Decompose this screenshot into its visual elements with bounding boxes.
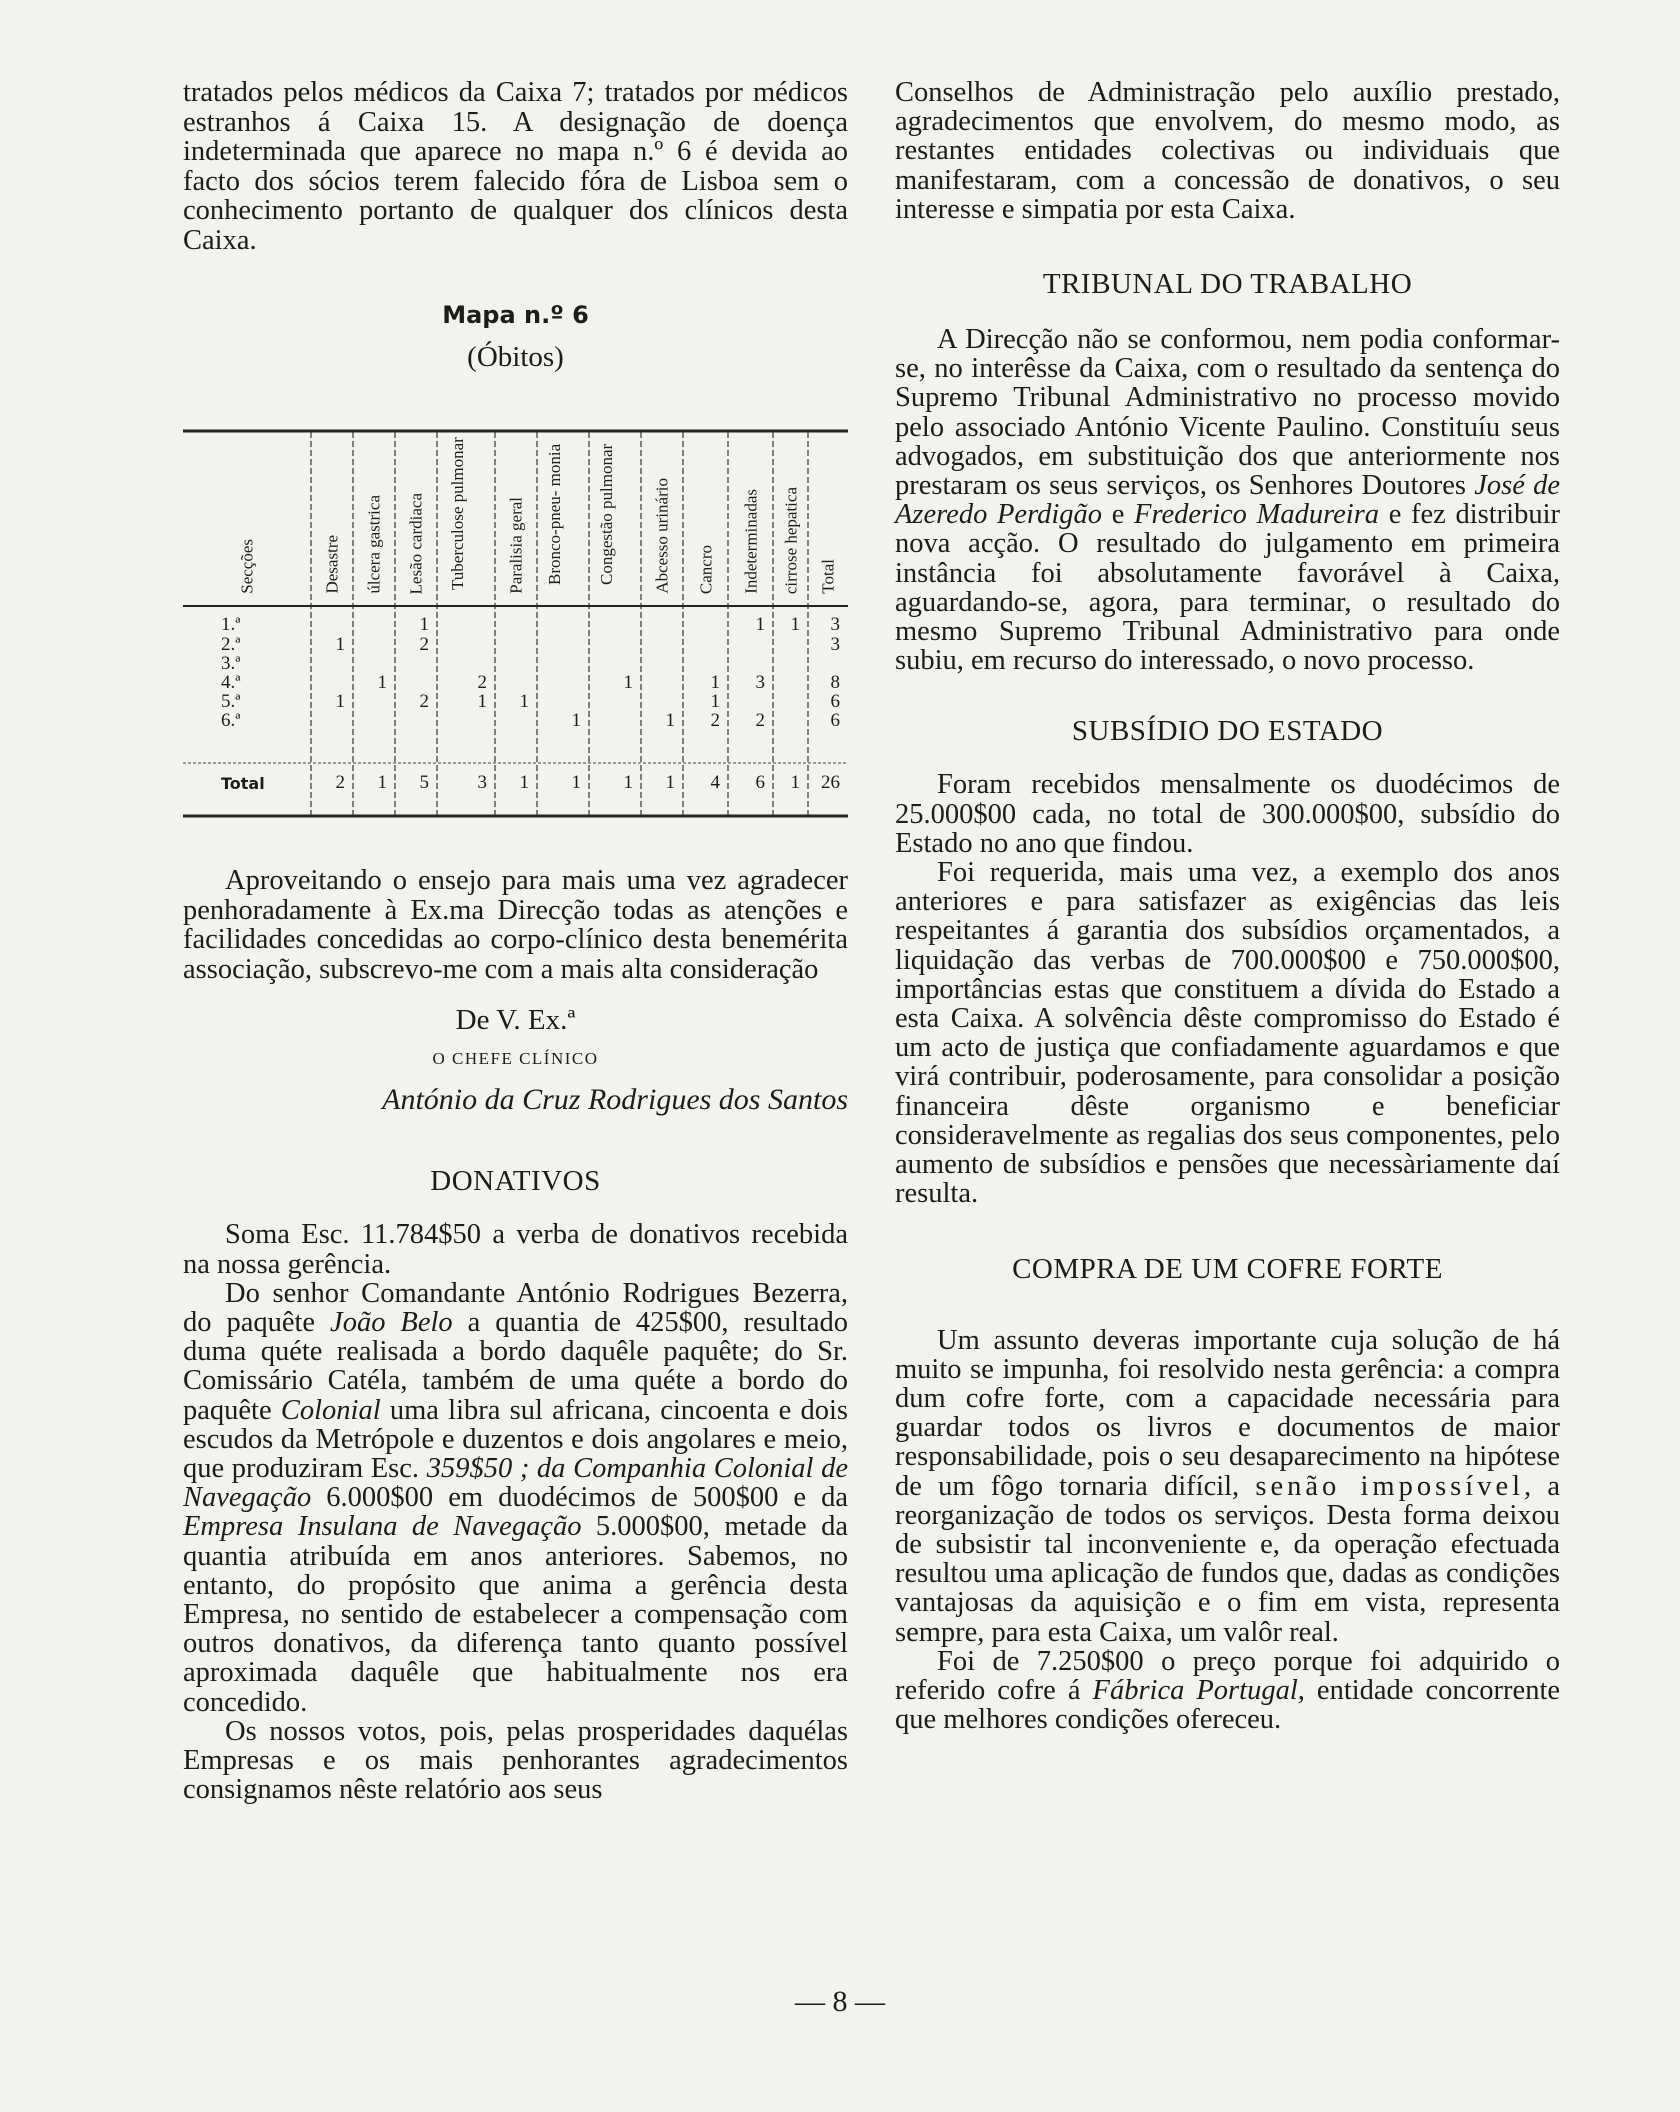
subsidio-paragraph-1: Foram recebidos mensalmente os duodécimos de 25.000$00 cada, no total de 300.000$00, subsídio do Estado no ano que findou. bbox=[895, 769, 1560, 859]
row-label: 6.ª bbox=[221, 710, 241, 731]
text-span: Do senhor Comandante António Rodrigues Bezerra, do paquête bbox=[183, 1277, 848, 1338]
column-header-text: Cancro bbox=[696, 544, 715, 594]
text-span: Foi de 7.250$00 o preço porque foi adquirido o referido cofre á bbox=[895, 1645, 1560, 1706]
lawyer-name: José de Azeredo Perdigão bbox=[895, 470, 1560, 531]
column-header bbox=[353, 432, 395, 600]
column-header-text: Indeterminadas bbox=[741, 489, 760, 594]
lawyer-name: Frederico Madureira bbox=[1134, 499, 1380, 531]
total-cell: 5 bbox=[419, 772, 429, 793]
column-header bbox=[808, 432, 848, 600]
signature-role: O CHEFE CLÍNICO bbox=[432, 1049, 599, 1069]
total-cell: 1 bbox=[665, 772, 675, 793]
donativos-paragraph-1: Soma Esc. 11.784$50 a verba de donativos recebida na nossa gerência. bbox=[183, 1219, 848, 1280]
row-label: 1.ª bbox=[221, 614, 241, 635]
table-cell: 2 bbox=[477, 672, 487, 693]
column-header-text: úlcera gastrica bbox=[364, 495, 384, 594]
text-span: e bbox=[1102, 499, 1135, 531]
total-cell: 3 bbox=[477, 772, 487, 793]
column-header-text: Congestão pulmonar bbox=[597, 443, 616, 585]
table-cell: 1 bbox=[755, 614, 765, 635]
table-cell: 6 bbox=[830, 691, 840, 712]
column-header bbox=[495, 432, 537, 600]
column-header-text: Paralisia geral bbox=[506, 497, 526, 594]
company-name: Empresa Insulana de Navegação bbox=[183, 1511, 582, 1543]
ship-name: João Belo bbox=[330, 1306, 453, 1338]
total-cell: 4 bbox=[710, 772, 720, 793]
cofre-paragraph-2 bbox=[895, 1647, 1560, 1735]
total-cell: 1 bbox=[519, 772, 529, 793]
total-cell: 1 bbox=[571, 772, 581, 793]
closing-paragraph: Aproveitando o ensejo para mais uma vez agradecer penhoradamente à Ex.ma Direcção todas as atenções e facilidades concedidas ao corpo-clínico desta benemérita associação, subscrevo-me com a mais alta consideração bbox=[183, 865, 848, 985]
map-title: Mapa n.º 6 bbox=[442, 301, 589, 329]
table-cell: 1 bbox=[571, 710, 581, 731]
text-span: uma libra sul africana, cincoenta e dois escudos da Metrópole e duzentos e dois angolares e meio, que produziram Esc. bbox=[183, 1394, 848, 1484]
donativos-heading: DONATIVOS bbox=[430, 1165, 601, 1198]
total-cell: 26 bbox=[821, 772, 840, 793]
supplier-name: Fábrica Portugal, bbox=[1092, 1674, 1305, 1706]
total-cell: 1 bbox=[623, 772, 633, 793]
column-header-text: Desastre bbox=[322, 535, 342, 594]
table-cell: 1 bbox=[710, 672, 720, 693]
table-cell: 2 bbox=[710, 710, 720, 731]
left-column-lower bbox=[183, 866, 848, 1804]
column-header bbox=[395, 432, 437, 600]
amount-company: 359$50 ; da Companhia Colonial de Navegação bbox=[183, 1453, 848, 1514]
column-header bbox=[683, 432, 728, 600]
column-header-text: cirrose hepatica bbox=[781, 486, 800, 594]
column-header-text: Total bbox=[818, 559, 838, 594]
text-span: , a reorganização de todos os serviços. Desta forma deixou de subsistir tal inconveniente e, da operação efectuada resultou uma aplicação de fundos que, dadas as condições vantajosas da aquisição e o fim em vista, representa sempre, para esta Caixa, um valôr real. bbox=[895, 1470, 1560, 1648]
text-span: a quantia de 425$00, resultado duma quéte realisada a bordo daquêle paquête; do Sr. Comissário Catéla, também de uma quéte a bordo do paquête bbox=[183, 1306, 848, 1426]
table-cell: 1 bbox=[419, 614, 429, 635]
cofre-heading: COMPRA DE UM COFRE FORTE bbox=[1012, 1252, 1443, 1285]
table-cell: 1 bbox=[665, 710, 675, 731]
column-header bbox=[773, 432, 808, 600]
table-cell: 1 bbox=[377, 672, 387, 693]
ship-name: Colonial bbox=[280, 1394, 381, 1426]
row-label: 5.ª bbox=[221, 691, 241, 712]
table-cell: 6 bbox=[830, 710, 840, 731]
table-cell: 8 bbox=[830, 672, 840, 693]
donativos-paragraph-3: Os nossos votos, pois, pelas prosperidades daquélas Empresas e os mais penhorantes agradecimentos consignamos nêste relatório aos seus bbox=[183, 1715, 848, 1806]
column-header-text: Lesão cardiaca bbox=[406, 492, 426, 594]
table-cell: 3 bbox=[755, 672, 765, 693]
table-cell: 2 bbox=[419, 691, 429, 712]
table-cell: 3 bbox=[830, 614, 840, 635]
map-subtitle: (Óbitos) bbox=[467, 341, 564, 373]
continuation-paragraph: Conselhos de Administração pelo auxílio prestado, agradecimentos que envolvem, do mesmo modo, as restantes entidades colectivas ou individuais que manifestaram, com a concessão de donativos, o seu interesse e simpatia por esta Caixa. bbox=[895, 77, 1560, 225]
column-header-text: Secções bbox=[237, 539, 257, 594]
column-header-text: Tuberculose pulmonar bbox=[448, 437, 467, 591]
total-row-label: Total bbox=[221, 774, 265, 793]
total-cell: 6 bbox=[755, 772, 765, 793]
row-label: 3.ª bbox=[221, 653, 241, 674]
table-cell: 1 bbox=[623, 672, 633, 693]
tribunal-paragraph bbox=[895, 325, 1560, 675]
text-span: 6.000$00 em duodécimos de 500$00 e da bbox=[311, 1482, 848, 1514]
signature-greeting: De V. Ex.ª bbox=[455, 1004, 576, 1037]
text-span: 5.000$00, metade da quantia atribuída em anos anteriores. Sabemos, no entanto, do propósito que anima a gerência desta Empresa, no sentido de estabelecer a compensação com outros donativos, da diferença tanto quanto possível aproximada daquêle que habitualmente nos era concedido. bbox=[183, 1511, 848, 1718]
table-cell: 1 bbox=[710, 691, 720, 712]
subsidio-paragraph-2: Foi requerida, mais uma vez, a exemplo dos anos anteriores e para satisfazer as exigências das leis respeitantes á garantia dos subsídios orçamentados, a liquidação das verbas de 700.000$00 e 750.000$00, importâncias estas que constituem a dívida do Estado a esta Caixa. A solvência dêste compromisso do Estado é um acto de justiça que confiadamente aguardamos e que virá contribuir, poderosamente, para consolidar a posição financeira dêste organismo e beneficiar consideravelmente as regalias dos seus componentes, pelo aumento de subsídios e pensões que necessàriamente daí resulta. bbox=[895, 857, 1560, 1210]
signature-name: António da Cruz Rodrigues dos Santos bbox=[382, 1083, 848, 1117]
table-cell: 1 bbox=[477, 691, 487, 712]
column-header bbox=[183, 432, 311, 600]
obitos-table bbox=[183, 428, 848, 820]
column-header-text: Bronco-pneu- monia bbox=[545, 443, 564, 585]
text-span: A Direcção não se conformou, nem podia conformar-se, no interêsse da Caixa, com o resultado da sentença do Supremo Tribunal Administrativo no processo movido pelo associado António Vicente Paulino. Constituíu seus advogados, em substituição dos que anteriormente nos prestaram os seus serviços, os Senhores Doutores bbox=[895, 324, 1560, 502]
page-number: — 8 — bbox=[795, 1985, 885, 2018]
total-cell: 1 bbox=[790, 772, 800, 793]
spaced-text: senão impossível bbox=[1255, 1470, 1525, 1502]
column-header bbox=[537, 432, 589, 600]
text-span: e fez distribuir nova acção. O resultado do julgamento em primeira instância foi absolutamente favorável à Caixa, aguardando-se, agora, para terminar, o resultado do mesmo Supremo Tribunal Administrativo para onde subiu, em recurso do interessado, o novo processo. bbox=[895, 499, 1561, 677]
column-header-text: Abcesso urinário bbox=[652, 478, 672, 594]
intro-paragraph: tratados pelos médicos da Caixa 7; tratados por médicos estranhos á Caixa 15. A designação de doença indeterminada que aparece no mapa n.º 6 é devida ao facto dos sócios terem falecido fóra de Lisboa sem o conhecimento portanto de qualquer dos clínicos desta Caixa. bbox=[183, 77, 848, 256]
table-cell: 1 bbox=[335, 691, 345, 712]
text-span: entidade concorrente que melhores condições ofereceu. bbox=[895, 1674, 1561, 1736]
left-column bbox=[183, 78, 848, 374]
column-header bbox=[589, 432, 641, 600]
column-header bbox=[728, 432, 773, 600]
table-cell: 2 bbox=[419, 634, 429, 655]
total-cell: 1 bbox=[377, 772, 387, 793]
row-label: 2.ª bbox=[221, 634, 241, 655]
cofre-paragraph-1 bbox=[895, 1326, 1560, 1647]
table-cell: 3 bbox=[830, 634, 840, 655]
total-cell: 2 bbox=[335, 772, 345, 793]
table-cell: 2 bbox=[755, 710, 765, 731]
column-header bbox=[311, 432, 353, 600]
table-cell: 1 bbox=[790, 614, 800, 635]
tribunal-heading: TRIBUNAL DO TRABALHO bbox=[1042, 268, 1413, 301]
donativos-paragraph-2 bbox=[183, 1279, 848, 1717]
text-span: Um assunto deveras importante cuja solução de há muito se impunha, foi resolvido nesta gerência: a compra dum cofre forte, com a capacidade necessária para guardar todos os livros e documentos de maior responsabilidade, pois o seu desaparecimento na hipótese de um fôgo tornaria difícil, bbox=[895, 1324, 1560, 1502]
right-column bbox=[895, 78, 1560, 1734]
row-label: 4.ª bbox=[221, 672, 241, 693]
column-header bbox=[641, 432, 683, 600]
subsidio-heading: SUBSÍDIO DO ESTADO bbox=[1071, 715, 1384, 748]
table-cell: 1 bbox=[519, 691, 529, 712]
column-header bbox=[437, 432, 495, 600]
table-cell: 1 bbox=[335, 634, 345, 655]
